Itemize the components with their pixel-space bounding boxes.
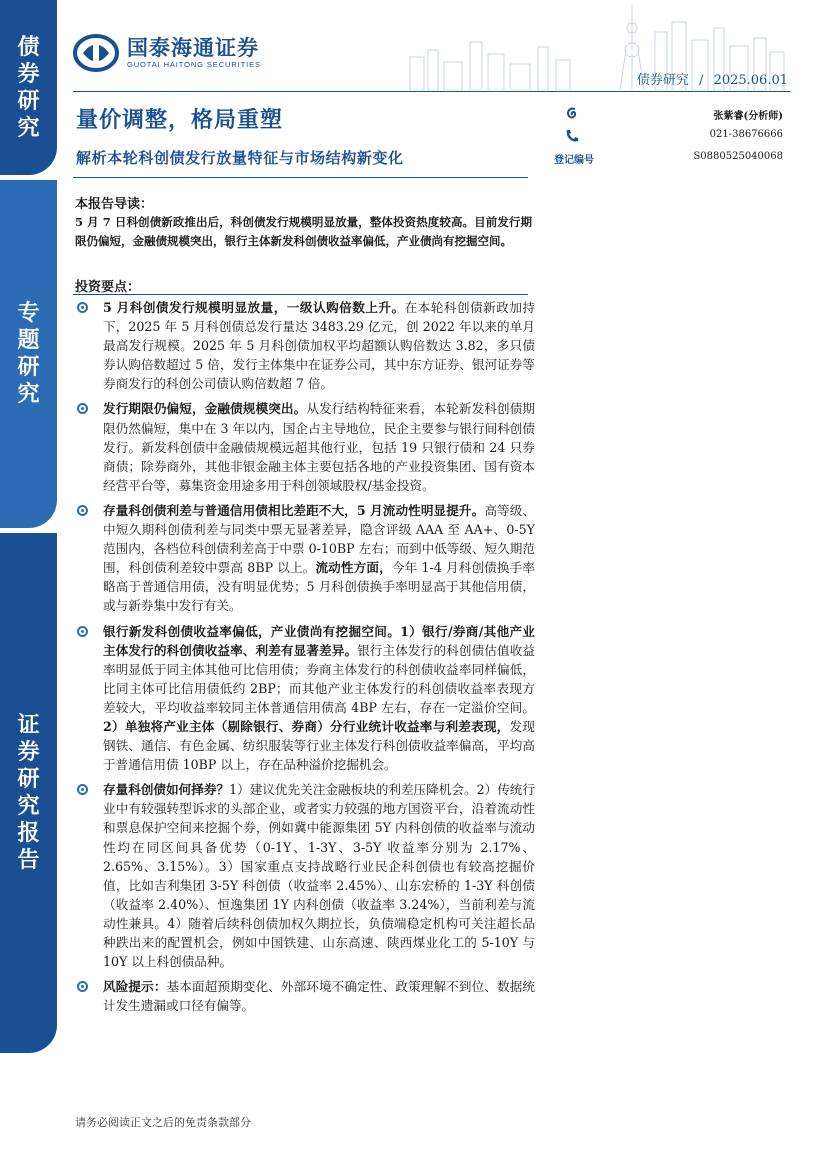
point-body: 1）建议优先关注金融板块的利差压降机会。2）传统行业中有较强转型诉求的头部企业，或者实力较强的地方国资平台，沿着流动性和票息保护空间来挖掘个券，例如冀中能源集团 5Y 内科创债的收益率与流动性均在同区间具备优势（0-1Y、1-3Y、3-5Y 收益率分别为 2.17%、2.65%、3.15%）。3）国家重点支持战略行业民企科创债也有较高挖掘价值，比如吉利集团 3-5Y 科创债（收益率 2.45%）、山东宏桥的 1-3Y 科创债（收益率 2.40%）、恒逸集团 1Y 内科创债（收益率 3.24%），当前利差与流动性兼具。4）随着后续科创债加权久期拉长，负债端稳定机构可关注超长品种跌出来的配置机会，例如中国铁建、山东高速、陕西煤业化工的 5-10Y 与 10Y 以上科创债品种。 bbox=[103, 782, 536, 970]
sidebar-tab-bond-research bbox=[0, 0, 57, 175]
guide-text: 5 月 7 日科创债新政推出后，科创债发行规模明显放量，整体投资热度较高。目前发行期限仍偏短，金融债规模突出，银行主体新发科创债收益率偏低，产业债尚有挖掘空间。 bbox=[75, 215, 532, 248]
bullet-icon bbox=[77, 403, 88, 414]
list-item bbox=[75, 501, 535, 616]
point-lead-2: 2）单独将产业主体（剔除银行、券商）分行业统计收益率与利差表现， bbox=[103, 718, 510, 734]
list-item bbox=[75, 622, 535, 775]
tab-char: 告 bbox=[17, 848, 40, 873]
point-body: 银行主体发行的科创债估值收益率明显低于同主体其他可比信用债；券商主体发行的科创债收益率同样偏低，比同主体可比信用债低约 2BP；而其他产业主体发行的科创债收益率表现方差较大，平均收益率较同主体普通信用债高 4BP 左右，存在一定溢价空间。 bbox=[103, 642, 536, 715]
point-body: 基本面超预期变化、外部环境不确定性、政策理解不到位、数据统计发生遗漏或口径有偏等。 bbox=[103, 979, 536, 1014]
point-lead: 存量科创债利差与普通信用债相比差距不大，5 月流动性明显提升。 bbox=[103, 502, 485, 518]
point-lead: 银行新发科创债收益率偏低，产业债尚有挖掘空间。1）银行/券商/其他产业主体发行的科创债收益率、利差有显著差异。 bbox=[103, 623, 535, 658]
registration-label: 登记编号 bbox=[554, 155, 594, 166]
points-divider bbox=[73, 294, 528, 295]
guide-heading: 本报告导读： bbox=[75, 197, 154, 212]
bullet-icon bbox=[77, 981, 88, 992]
report-title: 量价调整，格局重塑 bbox=[76, 108, 284, 133]
report-category: 债券研究 bbox=[636, 73, 689, 88]
bullet-icon bbox=[77, 302, 88, 313]
points-heading: 投资要点： bbox=[75, 280, 141, 295]
point-body: 从发行结构特征来看，本轮新发科创债期限仍然偏短，集中在 3 年以内，国企占主导地位，民企主要参与银行间科创债发行。新发科创债中金融债规模远超其他行业，包括 19 只银行债和 24 只券商债；除券商外，其他非银金融主体主要包括各地的产业投资集团、国有资本经营平台等，募集资金用途多用于科创领域股权/基金投资。 bbox=[103, 401, 536, 493]
tab-char: 报 bbox=[17, 821, 40, 846]
tab-char: 债 bbox=[17, 34, 40, 60]
sidebar-tab-special-research bbox=[0, 180, 57, 528]
point-body-2: 今年 1-4 月科创债换手率略高于普通信用债，没有明显优势；5 月科创债换手率明显高于其他信用债，或与新券集中发行有关。 bbox=[103, 560, 536, 614]
list-item bbox=[75, 298, 535, 393]
point-lead: 存量科创债如何择券？ bbox=[103, 782, 230, 798]
list-item bbox=[75, 399, 535, 494]
point-lead: 发行期限仍偏短，金融债规模突出。 bbox=[103, 401, 307, 417]
email-icon bbox=[564, 106, 580, 122]
disclaimer-note: 请务必阅读正文之后的免责条款部分 bbox=[75, 1116, 251, 1129]
analyst-phone: 021-38676666 bbox=[709, 129, 783, 140]
logo-mark-icon bbox=[73, 34, 119, 72]
tab-char: 券 bbox=[17, 61, 40, 87]
report-subtitle: 解析本轮科创债发行放量特征与市场结构新变化 bbox=[76, 149, 404, 167]
sidebar-tab-securities-report bbox=[0, 533, 57, 1053]
bullet-icon bbox=[77, 784, 88, 795]
tab-char: 究 bbox=[17, 794, 40, 819]
registration-number: S0880525040068 bbox=[693, 151, 783, 162]
company-name-en: GUOTAI HAITONG SECURITIES bbox=[127, 60, 261, 69]
tab-char: 研 bbox=[17, 767, 40, 792]
list-item bbox=[75, 780, 535, 971]
tab-char: 专 bbox=[17, 301, 40, 326]
tab-char: 研 bbox=[17, 355, 40, 380]
bullet-icon bbox=[77, 626, 88, 637]
tab-char: 题 bbox=[17, 328, 40, 353]
title-divider bbox=[73, 177, 528, 178]
tab-char: 究 bbox=[17, 115, 40, 141]
header-divider bbox=[73, 91, 790, 92]
list-item bbox=[75, 977, 535, 1015]
point-lead: 风险提示： bbox=[103, 979, 167, 995]
point-body: 高等级、中短久期科创债利差与同类中票无显著差异，隐含评级 AAA 至 AA+、0-5Y 范围内，各档位科创债利差高于中票 0-10BP 左右；而到中低等级、短久期范围，科创债利差较中票高 8BP 以上。 bbox=[103, 502, 535, 576]
tab-char: 券 bbox=[17, 740, 40, 765]
investment-points bbox=[75, 298, 535, 1021]
point-body: 在本轮科创债新政加持下，2025 年 5 月科创债总发行量达 3483.29 亿元，创 2022 年以来的单月最高发行规模。2025 年 5 月科创债加权平均超额认购倍数达 3.82，多只债券认购倍数超过 5 倍，发行主体集中在证券公司，其中东方证券、银河证券等券商发行的科创公司债认购倍数超 7 倍。 bbox=[103, 300, 536, 392]
company-logo bbox=[73, 34, 261, 72]
point-body-2: 发现钢铁、通信、有色金属、纺织服装等行业主体发行科创债收益率偏高，平均高于普通信用债 10BP 以上，存在品种溢价挖掘机会。 bbox=[103, 718, 535, 773]
company-name-cn: 国泰海通证券 bbox=[127, 36, 259, 60]
report-date: 2025.06.01 bbox=[713, 73, 788, 88]
phone-icon bbox=[564, 128, 580, 144]
point-lead: 5 月科创债发行规模明显放量，一级认购倍数上升。 bbox=[103, 300, 405, 315]
analyst-name: 张紫睿(分析师) bbox=[713, 111, 783, 122]
bullet-icon bbox=[77, 505, 88, 516]
report-meta bbox=[637, 69, 788, 88]
meta-separator: / bbox=[699, 73, 704, 88]
tab-char: 研 bbox=[17, 88, 40, 114]
tab-char: 证 bbox=[17, 713, 40, 738]
point-lead-2: 流动性方面， bbox=[315, 560, 392, 576]
analyst-info bbox=[548, 105, 783, 171]
tab-char: 究 bbox=[17, 382, 40, 407]
